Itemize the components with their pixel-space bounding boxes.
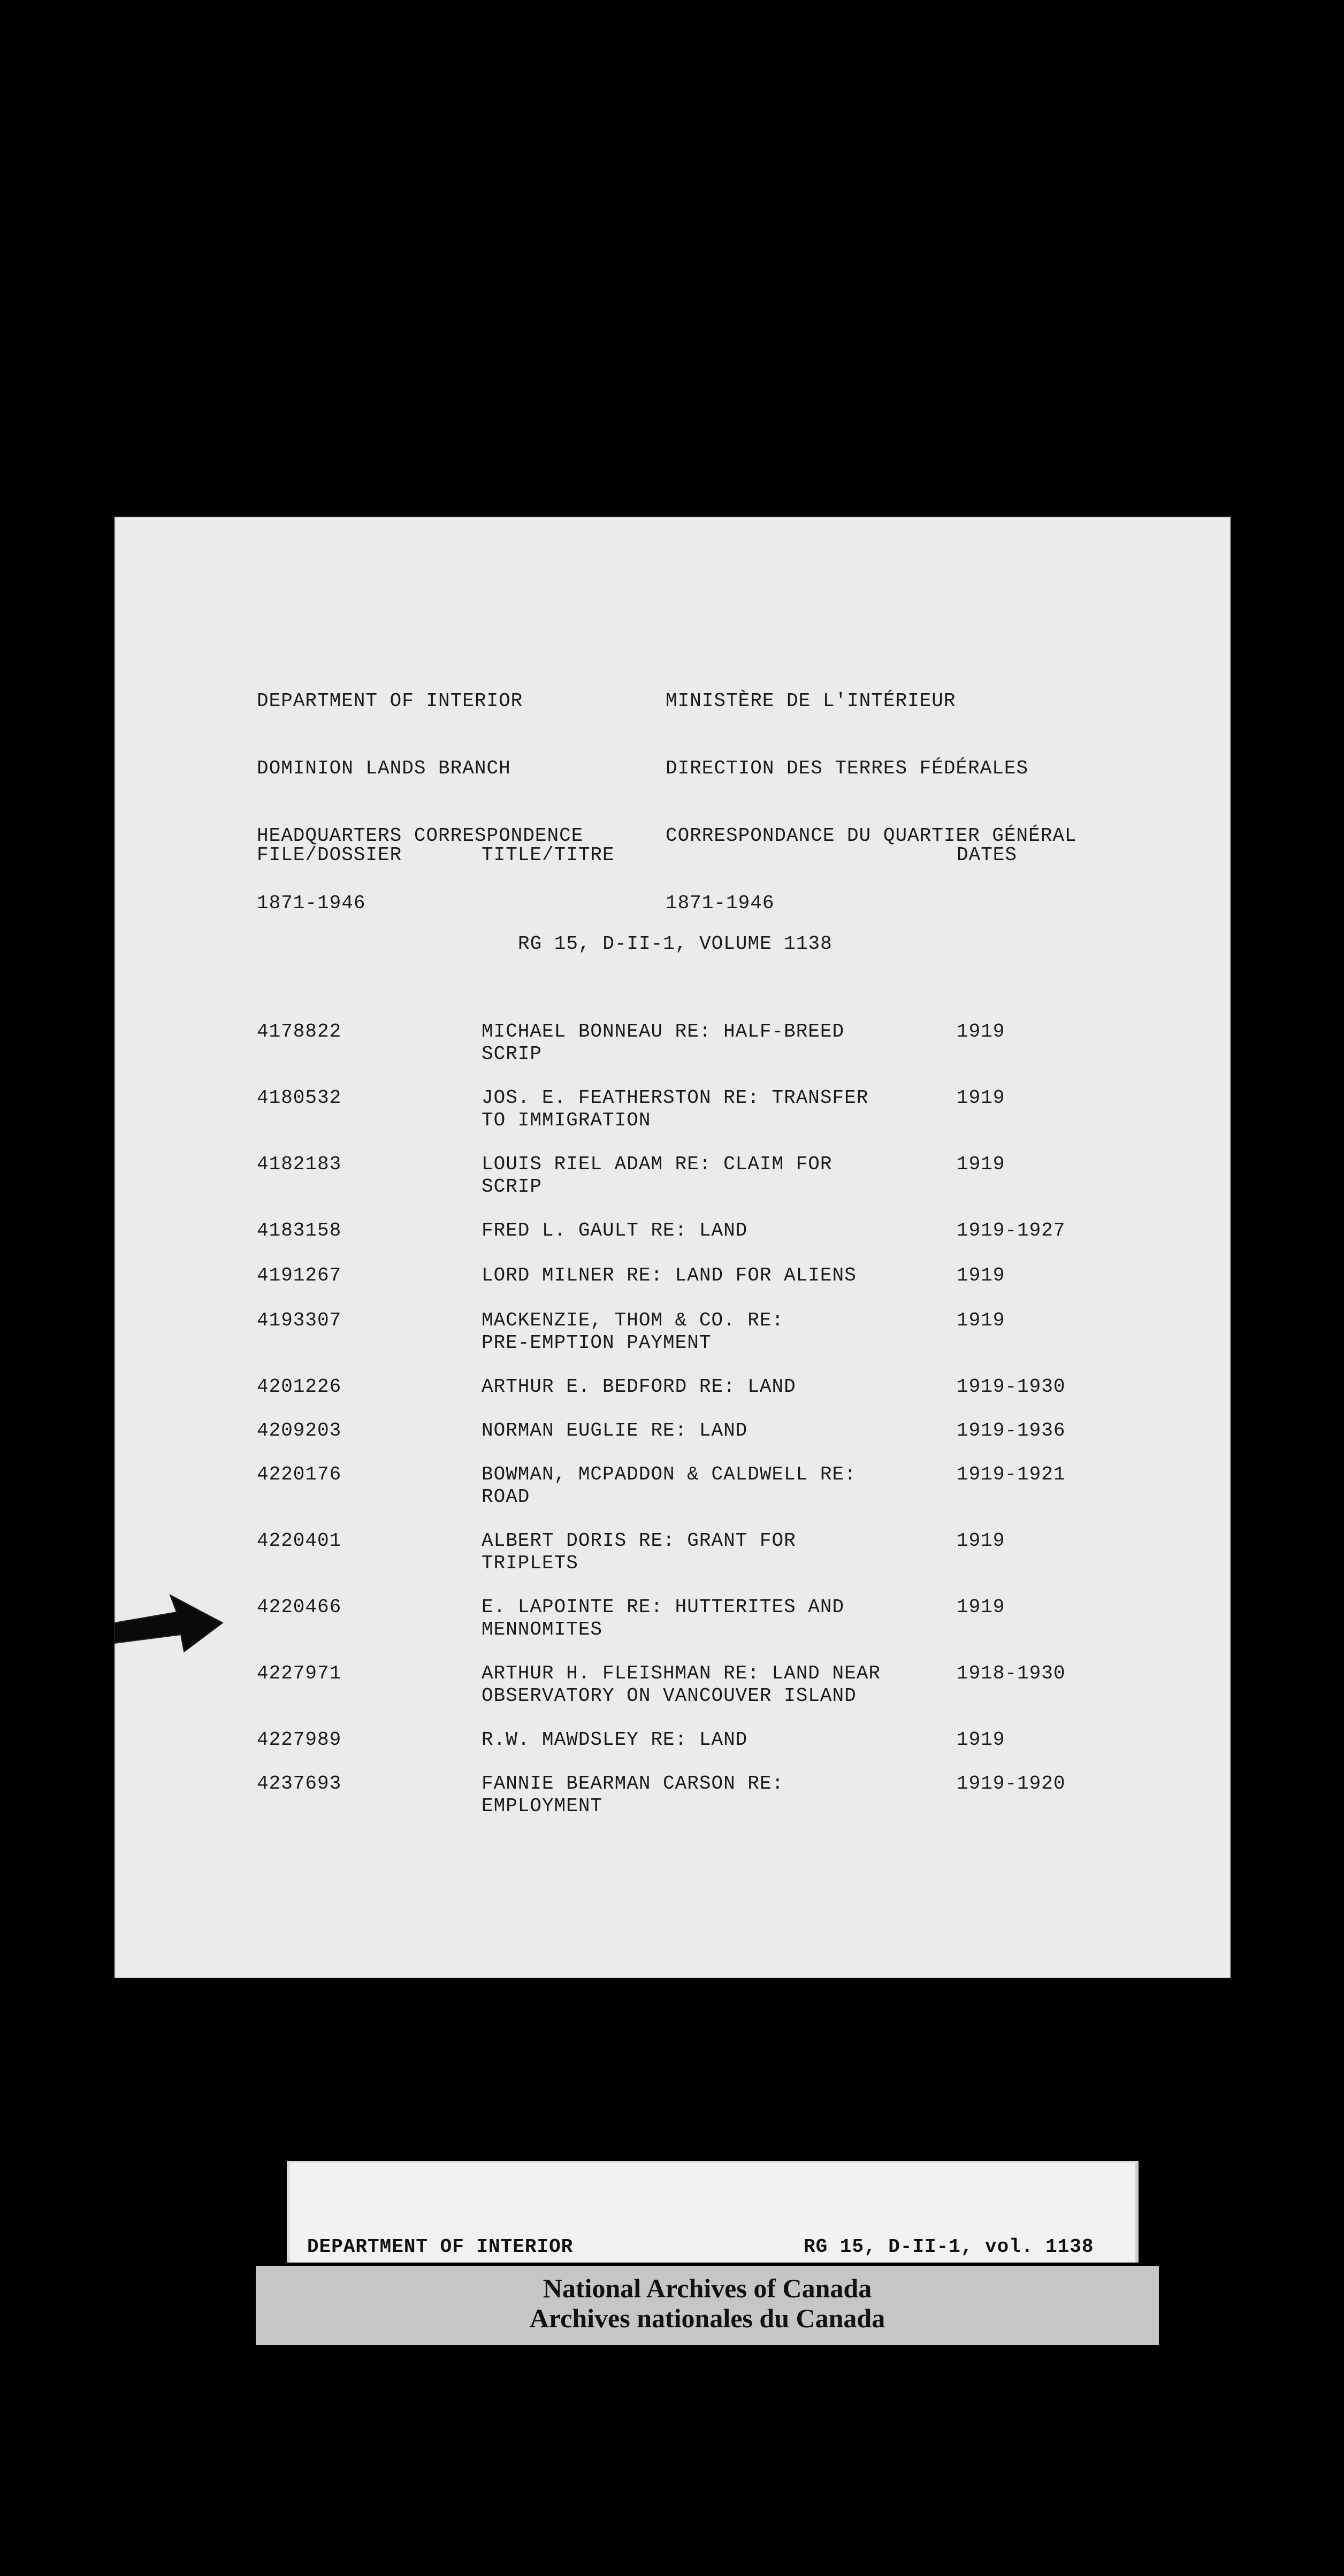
file-title: E. LAPOINTE RE: HUTTERITES AND MENNOMITES (482, 1596, 845, 1640)
microfilm-label (287, 2161, 1139, 2263)
header-french (666, 645, 1077, 960)
file-number: 4183158 (257, 1220, 342, 1241)
header-french-line: 1871-1946 (666, 892, 775, 914)
header-english (257, 645, 583, 960)
file-number: 4220176 (257, 1463, 342, 1485)
file-title: MACKENZIE, THOM & CO. RE: PRE-EMPTION PAYMENT (482, 1309, 784, 1354)
file-number: 4220401 (257, 1530, 342, 1552)
file-row (114, 1773, 1231, 1885)
file-number: 4191267 (257, 1264, 342, 1286)
file-dates: 1919 (957, 1530, 1005, 1552)
header-french-line: CORRESPONDANCE DU QUARTIER GÉNÉRAL (666, 825, 1077, 847)
file-dates: 1919 (957, 1729, 1005, 1751)
arrow-right-icon (0, 1592, 225, 1661)
file-number: 4237693 (257, 1773, 342, 1795)
file-number: 4193307 (257, 1309, 342, 1331)
file-title: MICHAEL BONNEAU RE: HALF-BREED SCRIP (482, 1021, 845, 1065)
file-title: ALBERT DORIS RE: GRANT FOR TRIPLETS (482, 1530, 796, 1574)
file-title: FANNIE BEARMAN CARSON RE: EMPLOYMENT (482, 1773, 784, 1817)
file-number: 4220466 (257, 1596, 342, 1618)
file-dates: 1919 (957, 1309, 1005, 1331)
file-number: 4227989 (257, 1729, 342, 1751)
file-number: 4227971 (257, 1662, 342, 1684)
column-header-dates: DATES (957, 844, 1018, 866)
file-number: 4178822 (257, 1021, 342, 1042)
column-header-file: FILE/DOSSIER (257, 844, 402, 866)
file-number: 4182183 (257, 1153, 342, 1175)
file-dates: 1919 (957, 1021, 1005, 1042)
file-dates: 1919-1930 (957, 1376, 1066, 1398)
file-number: 4201226 (257, 1376, 342, 1398)
file-dates: 1918-1930 (957, 1662, 1066, 1684)
header-english-line: DEPARTMENT OF INTERIOR (257, 690, 523, 712)
file-title: LOUIS RIEL ADAM RE: CLAIM FOR SCRIP (482, 1153, 833, 1198)
file-title: R.W. MAWDSLEY RE: LAND (482, 1729, 748, 1751)
header-french-line: MINISTÈRE DE L'INTÉRIEUR (666, 690, 956, 712)
file-dates: 1919-1920 (957, 1773, 1066, 1795)
archive-name-french: Archives nationales du Canada (529, 2303, 885, 2333)
archive-name-english: National Archives of Canada (543, 2273, 872, 2303)
header-french-line: DIRECTION DES TERRES FÉDÉRALES (666, 757, 1029, 779)
header-english-line: 1871-1946 (257, 892, 366, 914)
header-english-line: HEADQUARTERS CORRESPONDENCE (257, 825, 584, 847)
file-dates: 1919-1936 (957, 1420, 1066, 1442)
archive-banner (256, 2266, 1159, 2345)
file-title: NORMAN EUGLIE RE: LAND (482, 1420, 748, 1442)
volume-title: RG 15, D-II-1, VOLUME 1138 (518, 933, 833, 955)
file-title: JOS. E. FEATHERSTON RE: TRANSFER TO IMMIGRATION (482, 1087, 869, 1131)
document-page (114, 517, 1231, 1978)
file-dates: 1919-1921 (957, 1463, 1066, 1485)
file-dates: 1919-1927 (957, 1220, 1066, 1241)
file-title: ARTHUR H. FLEISHMAN RE: LAND NEAR OBSERVATORY ON VANCOUVER ISLAND (482, 1662, 881, 1707)
file-dates: 1919 (957, 1596, 1005, 1618)
file-dates: 1919 (957, 1264, 1005, 1286)
file-title: BOWMAN, MCPADDON & CALDWELL RE: ROAD (482, 1463, 857, 1508)
column-header-title: TITLE/TITRE (482, 844, 615, 866)
label-line: RG 15, D-II-1, vol. 1138 (804, 2236, 1094, 2258)
file-title: LORD MILNER RE: LAND FOR ALIENS (482, 1264, 857, 1286)
header-english-line: DOMINION LANDS BRANCH (257, 757, 511, 779)
file-number: 4180532 (257, 1087, 342, 1109)
file-dates: 1919 (957, 1087, 1005, 1109)
file-title: ARTHUR E. BEDFORD RE: LAND (482, 1376, 796, 1398)
file-number: 4209203 (257, 1420, 342, 1442)
label-line: DEPARTMENT OF INTERIOR (307, 2236, 574, 2258)
file-title: FRED L. GAULT RE: LAND (482, 1220, 748, 1241)
file-dates: 1919 (957, 1153, 1005, 1175)
